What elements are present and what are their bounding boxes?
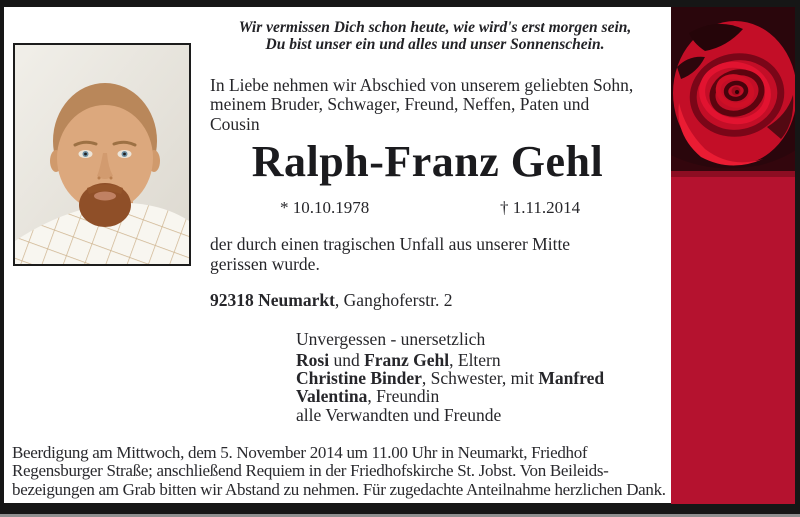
funeral-line: Regensburger Straße; anschließend Requiem in der Friedhofskirche St. Jobst. Von Beileids-	[12, 461, 609, 481]
funeral-line: bezeigungen am Grab bitten wir Abstand zu nehmen. Für zugedachte Anteilnahme herzlichen Dank.	[12, 479, 666, 499]
mourner-text: alle Verwandten und Freunde	[296, 404, 502, 425]
mourner-relation: , Freundin	[367, 386, 440, 407]
cause-paragraph	[210, 235, 570, 274]
rose-banner	[671, 7, 797, 504]
portrait-illustration	[15, 45, 189, 264]
mourner-line	[296, 387, 604, 405]
mourner-name: Christine Binder	[296, 368, 422, 389]
mourner-line	[296, 351, 604, 369]
mourner-name: Rosi	[296, 350, 330, 370]
mourner-text: , Schwester, mit	[421, 368, 539, 389]
funeral-line: Beerdigung am Mittwoch, dem 5. November 2014 um 11.00 Uhr in Neumarkt, Friedhof	[12, 443, 588, 462]
mourner-relation: , Eltern	[449, 350, 501, 370]
rose-icon	[671, 7, 797, 177]
address-street: , Ganghoferstr. 2	[334, 290, 453, 310]
frame-top	[0, 0, 800, 7]
frame-left	[0, 0, 4, 514]
birth-date: * 10.10.1978	[280, 198, 370, 217]
mourner-name: Franz Gehl	[364, 350, 450, 370]
intro-paragraph	[210, 76, 633, 134]
address-city: 92318 Neumarkt	[210, 290, 335, 310]
frame-bottom	[0, 503, 800, 514]
mourner-name: Valentina	[296, 386, 368, 407]
mourners-list	[296, 351, 604, 424]
portrait-photo	[13, 43, 191, 266]
mourner-name: Manfred	[538, 368, 605, 389]
memorial-quote	[210, 19, 660, 53]
cause-line: gerissen wurde.	[210, 253, 320, 274]
motto-line: Unvergessen - unersetzlich	[296, 329, 486, 349]
intro-line: In Liebe nehmen wir Abschied von unserem geliebten Sohn,	[210, 75, 634, 95]
mourner-text: und	[329, 350, 365, 370]
death-date: † 1.11.2014	[500, 198, 581, 217]
intro-line: Cousin	[210, 113, 260, 134]
quote-line-2: Du bist unser ein und alles und unser Sonnenschein.	[265, 36, 605, 53]
cause-line: der durch einen tragischen Unfall aus unserer Mitte	[210, 234, 571, 254]
quote-line-1: Wir vermissen Dich schon heute, wie wird's erst morgen sein,	[238, 19, 632, 36]
frame-right	[795, 0, 800, 514]
mourner-line	[296, 406, 604, 424]
deceased-name: Ralph-Franz Gehl	[251, 137, 604, 186]
mourner-line	[296, 369, 604, 387]
intro-line: meinem Bruder, Schwager, Freund, Neffen, Paten und	[210, 94, 590, 115]
address-line	[210, 290, 453, 311]
